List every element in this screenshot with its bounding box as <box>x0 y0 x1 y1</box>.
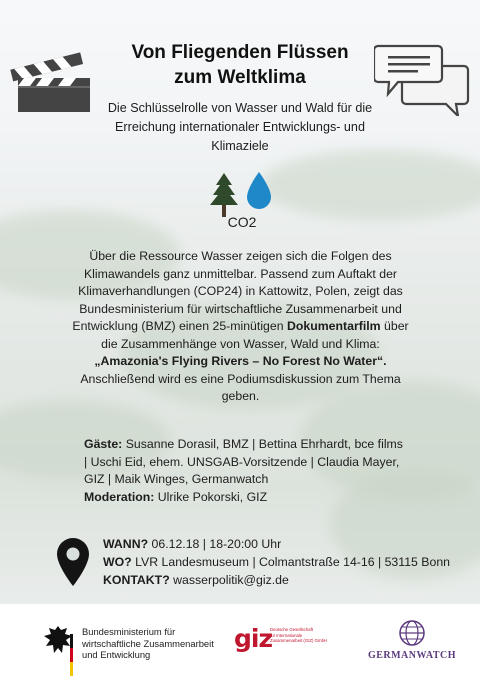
guests-block <box>84 436 404 506</box>
giz-logo-text <box>270 627 330 644</box>
giz-line-1: Deutsche Gesellschaft <box>270 627 313 632</box>
bmz-line-1: Bundesministerium für <box>82 626 176 637</box>
contact-email[interactable]: wasserpolitik@giz.de <box>169 573 289 587</box>
intro-film-bold: Dokumentarfilm <box>286 319 381 333</box>
intro-text-2: über die Zusammenhänge von Wasser, Wald und Klima: <box>101 319 409 351</box>
where-value: LVR Landesmuseum | Colmantstraße 14-16 | 53115 Bonn <box>131 555 451 569</box>
when-value: 06.12.18 | 18-20:00 Uhr <box>148 537 282 551</box>
contact-label: KONTAKT? <box>103 573 170 587</box>
bmz-line-3: und Entwicklung <box>82 649 151 660</box>
giz-wordmark: giz <box>234 624 273 653</box>
giz-line-3: Zusammenarbeit (GIZ) GmbH <box>270 638 328 643</box>
guests-names: Susanne Dorasil, BMZ | Bettina Ehrhardt, bce films | Uschi Eid, ehem. UNSGAB-Vorsitzende | Claudia Mayer, GIZ | Maik Winges, Germanwatch <box>84 437 403 486</box>
moderation-name: Ulrike Pokorski, GIZ <box>154 489 268 504</box>
moderation-label: Moderation: <box>84 489 155 504</box>
federal-eagle-icon <box>40 624 76 678</box>
bmz-line-2: wirtschaftliche Zusammenarbeit <box>82 637 214 649</box>
subtitle: Die Schlüsselrolle von Wasser und Wald für die Erreichung internationaler Entwicklungs- und Klimaziele <box>107 101 373 153</box>
water-drop-icon <box>244 170 274 212</box>
when-label: WANN? <box>103 537 149 551</box>
film-title: „Amazonia's Flying Rivers – No Forest No Water“. <box>94 354 387 368</box>
germanwatch-wordmark: GERMANWATCH <box>367 650 457 661</box>
bmz-logo-text <box>82 626 214 661</box>
co2-label: CO2 <box>227 214 257 230</box>
giz-line-2: für Internationale <box>270 632 303 638</box>
where-row <box>103 553 450 571</box>
title-line-1: Von Fliegenden Flüssen <box>131 42 349 63</box>
intro-text-3: Anschließend wird es eine Podiumsdiskussion zum Thema geben. <box>80 371 401 403</box>
tree-icon <box>206 171 242 219</box>
event-info <box>103 535 450 589</box>
sponsor-footer <box>0 604 480 679</box>
germanwatch-logo <box>366 618 458 661</box>
title-line-2: zum Weltklima <box>174 67 306 88</box>
intro-paragraph <box>68 248 413 406</box>
when-row <box>103 535 450 553</box>
page-title <box>60 40 420 90</box>
guests-label: Gäste: <box>84 437 123 451</box>
location-pin-icon <box>56 537 90 587</box>
contact-row <box>103 571 450 589</box>
giz-logo <box>234 624 328 653</box>
globe-icon <box>392 618 432 648</box>
where-label: WO? <box>103 555 132 569</box>
intro-text-1: Über die Ressource Wasser zeigen sich die Folgen des Klimawandels ganz unmittelbar. Passend zum Auftakt der Klimaverhandlungen (COP24) in Kattowitz, Polen, zeigt das Bundesministerium für wirtschaftliche Zusammenarbeit und Entwicklung (BMZ) einen 25-minütigen <box>72 249 403 333</box>
